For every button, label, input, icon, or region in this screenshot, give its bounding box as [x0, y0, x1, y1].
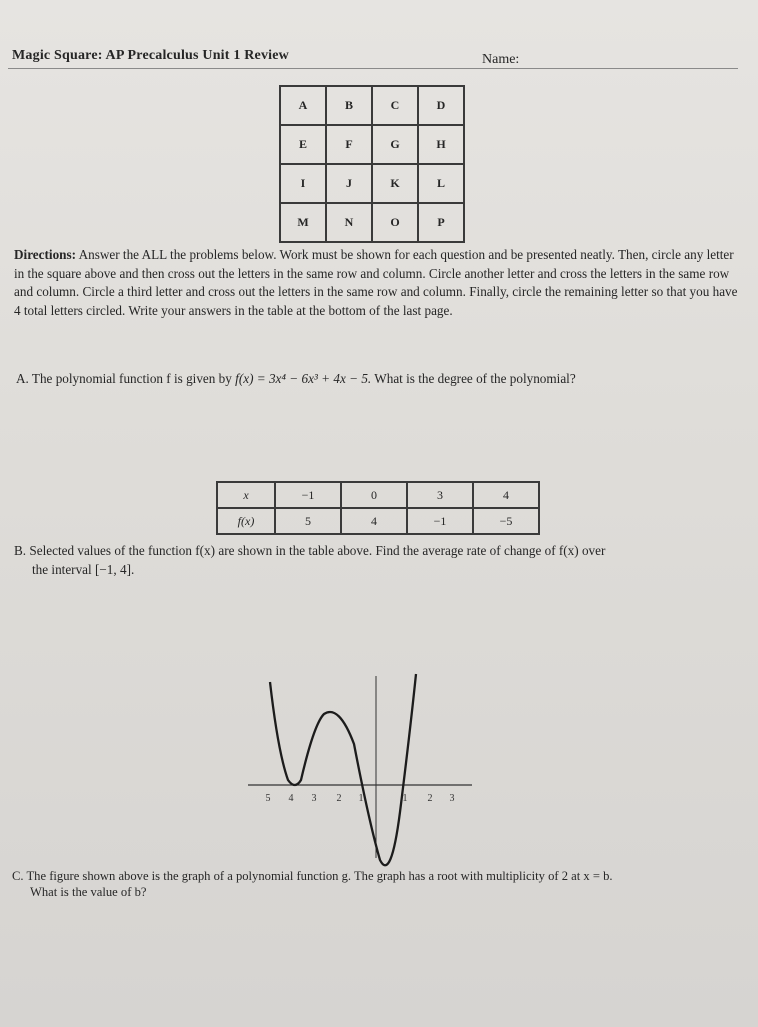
directions-label: Directions: [14, 247, 77, 262]
table-row [217, 482, 539, 508]
magic-square-cell[interactable]: A [280, 86, 326, 125]
magic-square-cell[interactable]: L [418, 164, 464, 203]
magic-square-cell[interactable]: P [418, 203, 464, 242]
magic-square-cell[interactable]: M [280, 203, 326, 242]
question-c-text: The figure shown above is the graph of a polynomial function g. The graph has a root with multiplicity of 2 at x = b. [26, 869, 613, 883]
magic-square-cell[interactable]: E [280, 125, 326, 164]
header-divider [8, 68, 738, 69]
question-b-interval: the interval [−1, 4]. [32, 561, 135, 577]
question-b-line [14, 542, 740, 561]
question-a-formula: f(x) = 3x⁴ − 6x³ + 4x − 5. [235, 371, 372, 386]
question-c-question: What is the value of b? [30, 884, 147, 899]
table-cell: −5 [473, 508, 539, 534]
question-b [14, 542, 740, 579]
question-a-text: The polynomial function f is given by [31, 371, 232, 386]
table-header-fx: f(x) [217, 508, 275, 534]
magic-square-cell[interactable]: J [326, 164, 372, 203]
question-c-line [12, 869, 732, 885]
magic-square-cell[interactable]: H [418, 125, 464, 164]
table-cell: −1 [275, 482, 341, 508]
question-c [12, 869, 732, 900]
tick-label: 1 [358, 793, 364, 804]
table-cell: 4 [341, 508, 407, 534]
question-a-label: A. [16, 371, 29, 386]
table-cell: 0 [341, 482, 407, 508]
directions-text: Answer the ALL the problems below. Work must be shown for each question and be presented neatly. Then, circle any letter in the square above and then cross out the letters in the same row and column. Circle another letter and cross the letters in the same row and column. Circle a third letter and cross out the letters in the same row and column. Finally, circle the remaining letter so that you have 4 total letters circled. Write your answers in the table at the bottom of the last page. [14, 247, 738, 318]
magic-square-grid [279, 85, 465, 243]
tick-label: 1 [402, 793, 408, 804]
question-c-label: C. [12, 869, 24, 883]
tick-label: 5 [265, 793, 271, 804]
magic-square-cell[interactable]: C [372, 86, 418, 125]
table-cell: −1 [407, 508, 473, 534]
curve-g [270, 674, 416, 865]
tick-label: 3 [449, 793, 455, 804]
question-a-question: What is the degree of the polynomial? [374, 371, 576, 386]
magic-square-cell[interactable]: N [326, 203, 372, 242]
magic-square-cell[interactable]: I [280, 164, 326, 203]
table-cell: 3 [407, 482, 473, 508]
table-row [217, 508, 539, 534]
magic-square-cell[interactable]: D [418, 86, 464, 125]
question-a [16, 370, 736, 389]
magic-square-cell[interactable]: F [326, 125, 372, 164]
magic-square-cell[interactable]: B [326, 86, 372, 125]
tick-label: 2 [427, 793, 433, 804]
table-cell: 4 [473, 482, 539, 508]
table-cell: 5 [275, 508, 341, 534]
tick-label: 2 [336, 793, 342, 804]
tick-label: 4 [288, 793, 294, 804]
directions-paragraph [14, 246, 740, 320]
table-header-x: x [217, 482, 275, 508]
question-b-label: B. [14, 543, 27, 558]
name-label: Name: [482, 52, 520, 67]
magic-square-cell[interactable]: G [372, 125, 418, 164]
magic-square-cell[interactable]: O [372, 203, 418, 242]
worksheet-title: Magic Square: AP Precalculus Unit 1 Review [12, 48, 289, 63]
question-b-text: Selected values of the function f(x) are shown in the table above. Find the average rate of change of f(x) over [29, 543, 606, 558]
tick-label: 3 [311, 793, 317, 804]
polynomial-graph [244, 662, 476, 874]
function-values-table [216, 481, 540, 535]
magic-square-cell[interactable]: K [372, 164, 418, 203]
